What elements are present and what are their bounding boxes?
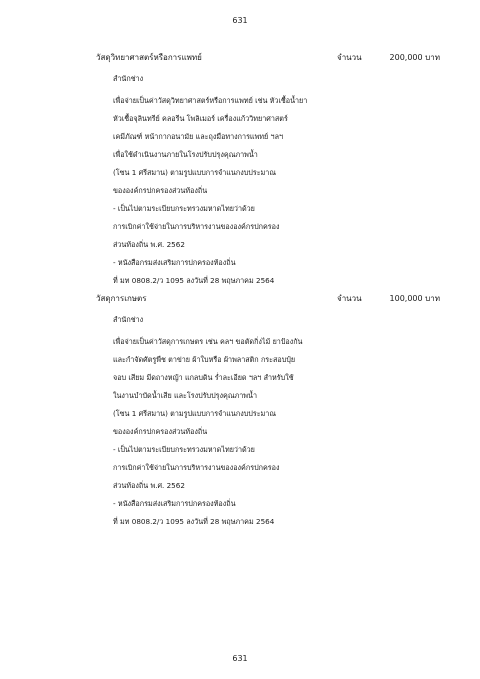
office-label: สำนักช่าง xyxy=(113,74,144,83)
quantity-label: จำนวน xyxy=(337,53,362,62)
item-header-row xyxy=(96,295,456,307)
quantity-label: จำนวน xyxy=(337,294,362,303)
item-amount: 100,000 บาท xyxy=(389,294,440,303)
description-line: ส่วนท้องถิ่น พ.ศ. 2562 xyxy=(113,481,185,490)
description-line: (โซน 1 ศรีสมาน) ตามรูปแบบการจำแนกงบประมาณ xyxy=(113,409,276,418)
office-label: สำนักช่าง xyxy=(113,315,144,324)
description-line: เพื่อจ่ายเป็นค่าวัสดุการเกษตร เช่น คลฯ ขอตัดกิ่งไม้ ยาป้องกัน xyxy=(113,337,303,346)
description-line: ในงานบำบัดน้ำเสีย และโรงปรับปรุงคุณภาพน้ำ xyxy=(113,391,257,400)
description-line: (โซน 1 ศรีสมาน) ตามรูปแบบการจำแนกงบประมาณ xyxy=(113,168,276,177)
description-line: - เป็นไปตามระเบียบกระทรวงมหาดไทยว่าด้วย xyxy=(113,445,255,454)
item-title: วัสดุวิทยาศาสตร์หรือการแพทย์ xyxy=(96,53,202,62)
item-description xyxy=(113,72,456,292)
page-number-top: 631 xyxy=(232,16,248,25)
description-line: ที่ มท 0808.2/ว 1095 ลงวันที่ 28 พฤษภาคม 2564 xyxy=(113,276,275,285)
page-number-bottom: 631 xyxy=(232,654,248,663)
item-amount: 200,000 บาท xyxy=(389,53,440,62)
description-line: เพื่อจ่ายเป็นค่าวัสดุวิทยาศาสตร์หรือการแพทย์ เช่น หัวเชื้อน้ำยา xyxy=(113,96,308,105)
budget-item-agricultural-supplies xyxy=(96,295,456,533)
item-title: วัสดุการเกษตร xyxy=(96,294,147,303)
item-description xyxy=(113,313,456,533)
description-line: การเบิกค่าใช้จ่ายในการบริหารงานขององค์กรปกครอง xyxy=(113,463,280,472)
description-line: - หนังสือกรมส่งเสริมการปกครองท้องถิ่น xyxy=(113,258,236,267)
description-line: จอบ เสียม มีดถางหญ้า แกลบดิน ร่ำละเอียด ฯลฯ สำหรับใช้ xyxy=(113,373,294,382)
description-line: หัวเชื้อจุลินทรีย์ คลอรีน โพลิเมอร์ เครื่องแก้ววิทยาศาสตร์ xyxy=(113,114,288,123)
description-line: ขององค์กรปกครองส่วนท้องถิ่น xyxy=(113,427,208,436)
description-line: ส่วนท้องถิ่น พ.ศ. 2562 xyxy=(113,240,185,249)
description-line: การเบิกค่าใช้จ่ายในการบริหารงานขององค์กรปกครอง xyxy=(113,222,280,231)
item-header-row xyxy=(96,54,456,66)
budget-item-scientific-medical-supplies xyxy=(96,54,456,292)
description-line: - เป็นไปตามระเบียบกระทรวงมหาดไทยว่าด้วย xyxy=(113,204,255,213)
description-line: และกำจัดศัตรูพืช ตาข่าย ผ้าใบหรือ ผ้าพลาสติก กระสอบปุ๋ย xyxy=(113,355,296,364)
description-line: ขององค์กรปกครองส่วนท้องถิ่น xyxy=(113,186,208,195)
description-line: ที่ มท 0808.2/ว 1095 ลงวันที่ 28 พฤษภาคม 2564 xyxy=(113,517,275,526)
description-line: - หนังสือกรมส่งเสริมการปกครองท้องถิ่น xyxy=(113,499,236,508)
description-line: เพื่อใช้ดำเนินงานภายในโรงปรับปรุงคุณภาพน้ำ xyxy=(113,150,258,159)
description-line: เคมีภัณฑ์ หน้ากากอนามัย และถุงมือทางการแพทย์ ฯลฯ xyxy=(113,132,284,141)
